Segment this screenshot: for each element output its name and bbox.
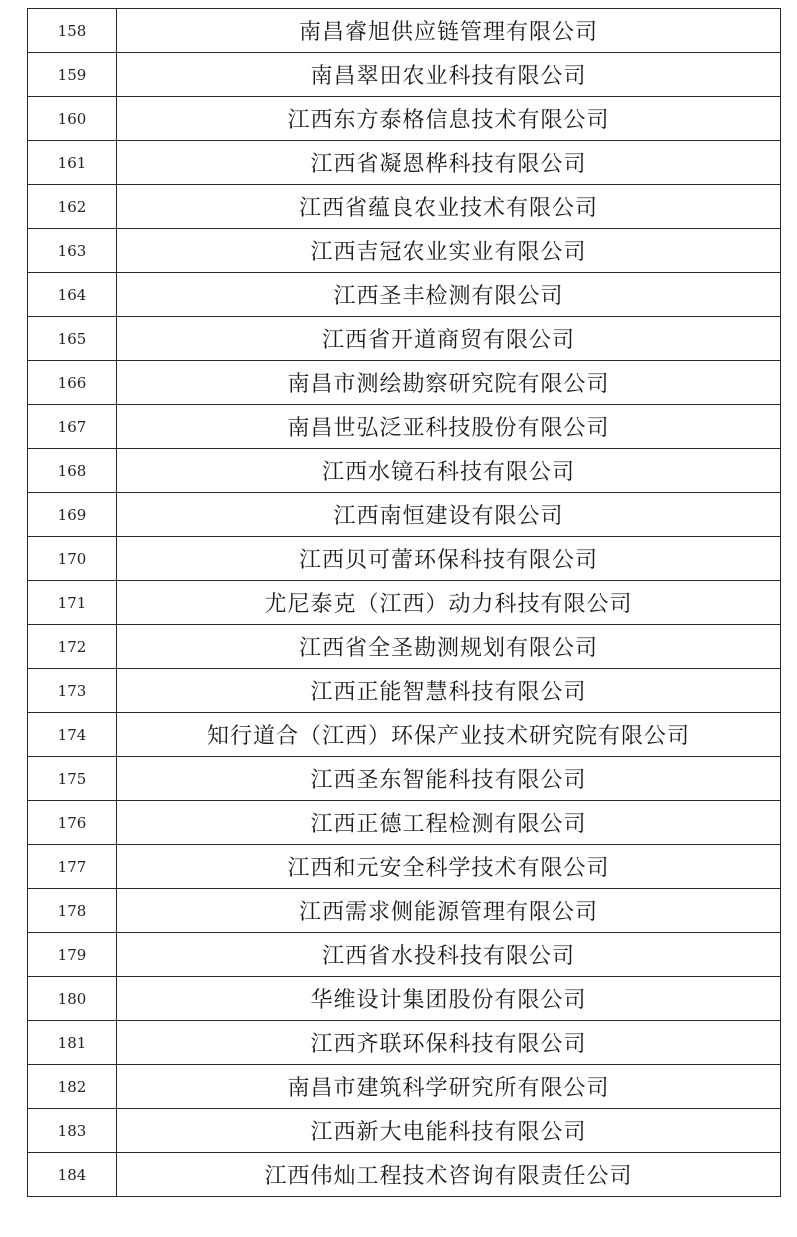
table-row	[28, 361, 781, 405]
table-row	[28, 581, 781, 625]
row-number-cell: 164	[28, 273, 117, 317]
table-row	[28, 53, 781, 97]
company-name-cell: 南昌市建筑科学研究所有限公司	[117, 1065, 781, 1109]
table-row	[28, 141, 781, 185]
table-row	[28, 1109, 781, 1153]
table-row	[28, 1153, 781, 1197]
row-number-cell: 159	[28, 53, 117, 97]
row-number-cell: 170	[28, 537, 117, 581]
company-name-cell: 尤尼泰克（江西）动力科技有限公司	[117, 581, 781, 625]
company-name-cell: 江西正能智慧科技有限公司	[117, 669, 781, 713]
table-row	[28, 97, 781, 141]
row-number-cell: 184	[28, 1153, 117, 1197]
row-number-cell: 173	[28, 669, 117, 713]
table-row	[28, 1065, 781, 1109]
table-row	[28, 449, 781, 493]
company-name-cell: 江西省全圣勘测规划有限公司	[117, 625, 781, 669]
company-name-cell: 南昌翠田农业科技有限公司	[117, 53, 781, 97]
company-name-cell: 江西南恒建设有限公司	[117, 493, 781, 537]
company-name-cell: 江西新大电能科技有限公司	[117, 1109, 781, 1153]
table-row	[28, 9, 781, 53]
row-number-cell: 177	[28, 845, 117, 889]
table-row	[28, 933, 781, 977]
row-number-cell: 179	[28, 933, 117, 977]
row-number-cell: 180	[28, 977, 117, 1021]
row-number-cell: 176	[28, 801, 117, 845]
row-number-cell: 165	[28, 317, 117, 361]
company-name-cell: 江西省凝恩桦科技有限公司	[117, 141, 781, 185]
company-name-cell: 江西齐联环保科技有限公司	[117, 1021, 781, 1065]
table-row	[28, 713, 781, 757]
company-name-cell: 江西东方泰格信息技术有限公司	[117, 97, 781, 141]
table-row	[28, 537, 781, 581]
table-row	[28, 493, 781, 537]
company-name-cell: 知行道合（江西）环保产业技术研究院有限公司	[117, 713, 781, 757]
company-name-cell: 江西圣丰检测有限公司	[117, 273, 781, 317]
table-row	[28, 889, 781, 933]
company-name-cell: 华维设计集团股份有限公司	[117, 977, 781, 1021]
company-name-cell: 江西正德工程检测有限公司	[117, 801, 781, 845]
row-number-cell: 162	[28, 185, 117, 229]
row-number-cell: 178	[28, 889, 117, 933]
table-row	[28, 229, 781, 273]
company-name-cell: 南昌市测绘勘察研究院有限公司	[117, 361, 781, 405]
company-name-cell: 江西省水投科技有限公司	[117, 933, 781, 977]
row-number-cell: 174	[28, 713, 117, 757]
row-number-cell: 172	[28, 625, 117, 669]
row-number-cell: 160	[28, 97, 117, 141]
company-name-cell: 江西水镜石科技有限公司	[117, 449, 781, 493]
company-name-cell: 江西伟灿工程技术咨询有限责任公司	[117, 1153, 781, 1197]
table-row	[28, 185, 781, 229]
company-name-cell: 江西省开道商贸有限公司	[117, 317, 781, 361]
row-number-cell: 181	[28, 1021, 117, 1065]
company-name-cell: 江西和元安全科学技术有限公司	[117, 845, 781, 889]
table-row	[28, 273, 781, 317]
table-row	[28, 405, 781, 449]
table-row	[28, 625, 781, 669]
row-number-cell: 175	[28, 757, 117, 801]
company-name-cell: 江西需求侧能源管理有限公司	[117, 889, 781, 933]
row-number-cell: 161	[28, 141, 117, 185]
company-name-cell: 江西圣东智能科技有限公司	[117, 757, 781, 801]
company-name-cell: 江西吉冠农业实业有限公司	[117, 229, 781, 273]
row-number-cell: 167	[28, 405, 117, 449]
row-number-cell: 163	[28, 229, 117, 273]
row-number-cell: 183	[28, 1109, 117, 1153]
company-name-cell: 江西省蕴良农业技术有限公司	[117, 185, 781, 229]
row-number-cell: 171	[28, 581, 117, 625]
row-number-cell: 169	[28, 493, 117, 537]
table-body	[28, 9, 781, 1197]
table-row	[28, 317, 781, 361]
table-row	[28, 845, 781, 889]
table-row	[28, 757, 781, 801]
row-number-cell: 166	[28, 361, 117, 405]
company-name-cell: 江西贝可蕾环保科技有限公司	[117, 537, 781, 581]
table-row	[28, 801, 781, 845]
row-number-cell: 168	[28, 449, 117, 493]
row-number-cell: 182	[28, 1065, 117, 1109]
company-name-cell: 南昌世弘泛亚科技股份有限公司	[117, 405, 781, 449]
table-row	[28, 1021, 781, 1065]
row-number-cell: 158	[28, 9, 117, 53]
table-row	[28, 669, 781, 713]
company-name-cell: 南昌睿旭供应链管理有限公司	[117, 9, 781, 53]
table-row	[28, 977, 781, 1021]
company-list-table	[27, 8, 781, 1197]
